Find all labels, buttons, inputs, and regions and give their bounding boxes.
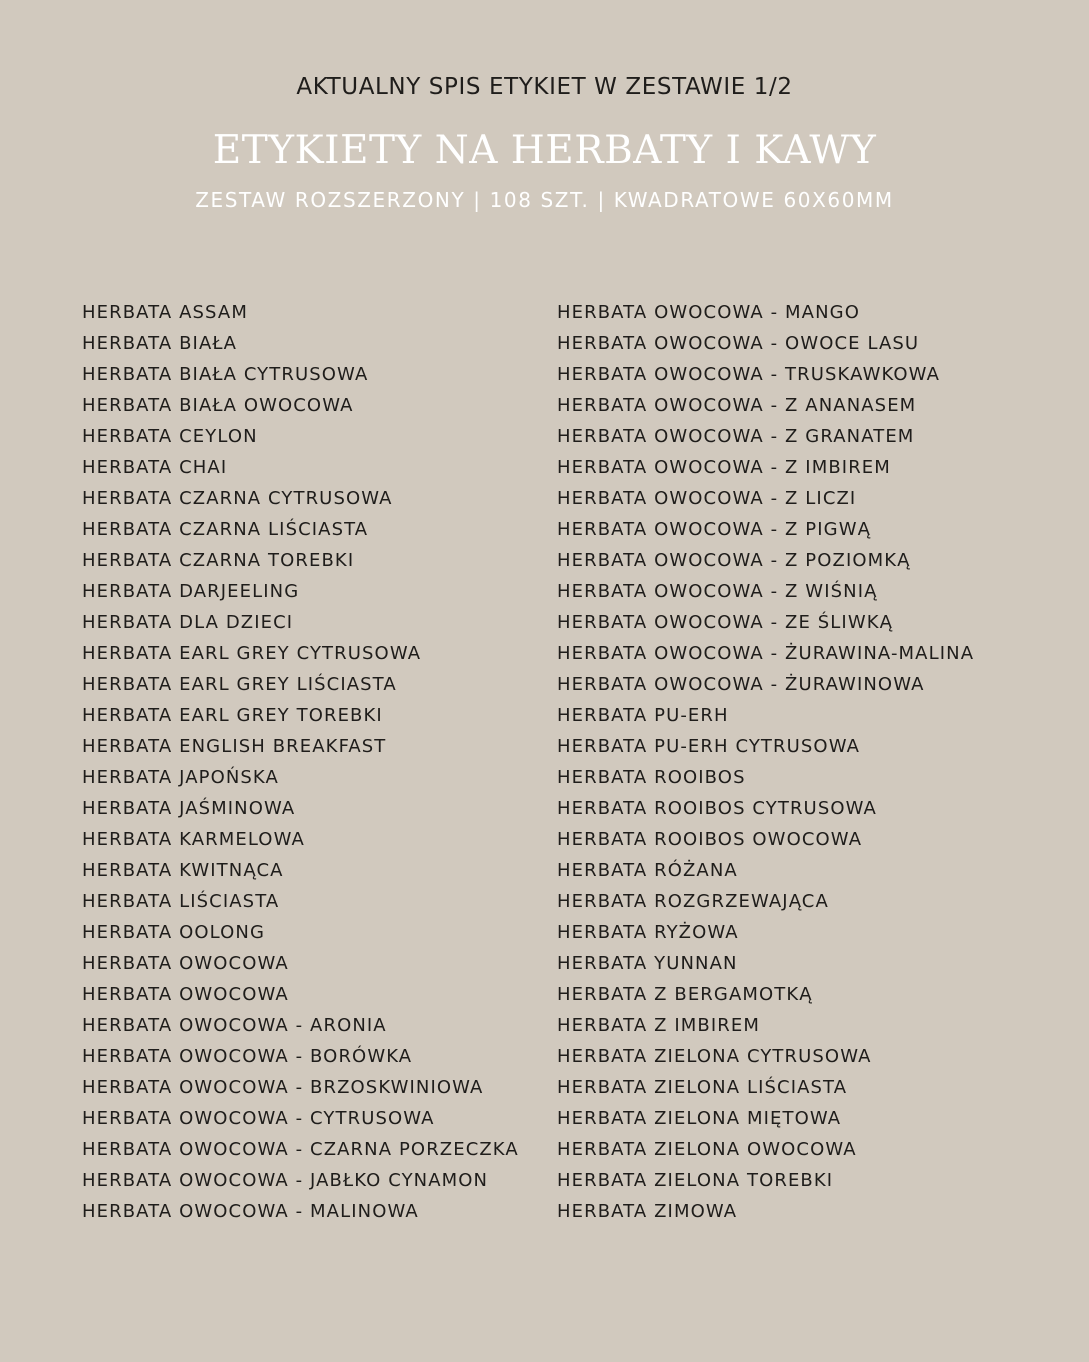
list-item: HERBATA OWOCOWA - ŻURAWINA-MALINA [557, 643, 975, 664]
list-item: HERBATA OWOCOWA - MALINOWA [82, 1201, 419, 1222]
list-item: HERBATA OOLONG [82, 922, 266, 943]
list-item: HERBATA ZIELONA MIĘTOWA [557, 1108, 842, 1129]
list-item: HERBATA Z BERGAMOTKĄ [557, 984, 813, 1005]
page-subtitle: ZESTAW ROZSZERZONY | 108 SZT. | KWADRATOWE 60X60MM [195, 188, 894, 212]
list-item: HERBATA OWOCOWA - CYTRUSOWA [82, 1108, 435, 1129]
list-item: HERBATA OWOCOWA - TRUSKAWKOWA [557, 364, 940, 385]
list-item: HERBATA OWOCOWA - ARONIA [82, 1015, 387, 1036]
list-item: HERBATA OWOCOWA - Z GRANATEM [557, 426, 915, 447]
list-item: HERBATA OWOCOWA - BRZOSKWINIOWA [82, 1077, 484, 1098]
label-list-left-column [82, 297, 552, 1227]
list-item: HERBATA ROOIBOS OWOCOWA [557, 829, 863, 850]
list-item: HERBATA KWITNĄCA [82, 860, 284, 881]
list-item: HERBATA CHAI [82, 457, 228, 478]
list-item: HERBATA OWOCOWA - CZARNA PORZECZKA [82, 1139, 519, 1160]
list-item: HERBATA ROOIBOS CYTRUSOWA [557, 798, 877, 819]
list-item: HERBATA RÓŻANA [557, 860, 738, 881]
list-item: HERBATA RYŻOWA [557, 922, 739, 943]
list-item: HERBATA ZIELONA LIŚCIASTA [557, 1077, 848, 1098]
list-item: HERBATA ZIELONA CYTRUSOWA [557, 1046, 872, 1067]
list-item: HERBATA OWOCOWA [82, 953, 289, 974]
list-item: HERBATA JAPOŃSKA [82, 767, 279, 788]
list-item: HERBATA OWOCOWA - BORÓWKA [82, 1046, 413, 1067]
list-item: HERBATA PU-ERH [557, 705, 729, 726]
list-item: HERBATA OWOCOWA - MANGO [557, 302, 860, 323]
list-item: HERBATA DARJEELING [82, 581, 300, 602]
list-item: HERBATA LIŚCIASTA [82, 891, 280, 912]
label-list-right-column [557, 297, 1077, 1227]
list-item: HERBATA ENGLISH BREAKFAST [82, 736, 387, 757]
list-item: HERBATA JAŚMINOWA [82, 798, 296, 819]
list-item: HERBATA ASSAM [82, 302, 248, 323]
list-item: HERBATA YUNNAN [557, 953, 738, 974]
page-kicker: AKTUALNY SPIS ETYKIET W ZESTAWIE 1/2 [296, 74, 793, 100]
list-item: HERBATA OWOCOWA - Z ANANASEM [557, 395, 917, 416]
list-item: HERBATA OWOCOWA - JABŁKO CYNAMON [82, 1170, 489, 1191]
list-item: HERBATA KARMELOWA [82, 829, 305, 850]
list-item: HERBATA BIAŁA [82, 333, 238, 354]
page-title: ETYKIETY NA HERBATY I KAWY [212, 128, 877, 173]
list-item: HERBATA PU-ERH CYTRUSOWA [557, 736, 861, 757]
list-item: HERBATA OWOCOWA - ZE ŚLIWKĄ [557, 612, 894, 633]
list-item: HERBATA BIAŁA OWOCOWA [82, 395, 354, 416]
list-item: HERBATA EARL GREY CYTRUSOWA [82, 643, 422, 664]
list-item: HERBATA OWOCOWA - Z PIGWĄ [557, 519, 872, 540]
list-item: HERBATA ZIELONA TOREBKI [557, 1170, 834, 1191]
list-item: HERBATA CEYLON [82, 426, 258, 447]
list-item: HERBATA CZARNA LIŚCIASTA [82, 519, 369, 540]
list-item: HERBATA ZIMOWA [557, 1201, 738, 1222]
list-item: HERBATA OWOCOWA - Z IMBIREM [557, 457, 891, 478]
list-item: HERBATA OWOCOWA - Z WIŚNIĄ [557, 581, 878, 602]
list-item: HERBATA ROOIBOS [557, 767, 746, 788]
list-item: HERBATA CZARNA CYTRUSOWA [82, 488, 393, 509]
list-item: HERBATA OWOCOWA [82, 984, 289, 1005]
list-item: HERBATA OWOCOWA - OWOCE LASU [557, 333, 920, 354]
list-item: HERBATA EARL GREY LIŚCIASTA [82, 674, 397, 695]
list-item: HERBATA Z IMBIREM [557, 1015, 760, 1036]
list-item: HERBATA CZARNA TOREBKI [82, 550, 355, 571]
list-item: HERBATA BIAŁA CYTRUSOWA [82, 364, 369, 385]
list-item: HERBATA ROZGRZEWAJĄCA [557, 891, 829, 912]
list-item: HERBATA OWOCOWA - Z POZIOMKĄ [557, 550, 911, 571]
list-item: HERBATA DLA DZIECI [82, 612, 294, 633]
list-item: HERBATA OWOCOWA - Z LICZI [557, 488, 857, 509]
list-item: HERBATA ZIELONA OWOCOWA [557, 1139, 857, 1160]
list-item: HERBATA OWOCOWA - ŻURAWINOWA [557, 674, 925, 695]
list-item: HERBATA EARL GREY TOREBKI [82, 705, 383, 726]
